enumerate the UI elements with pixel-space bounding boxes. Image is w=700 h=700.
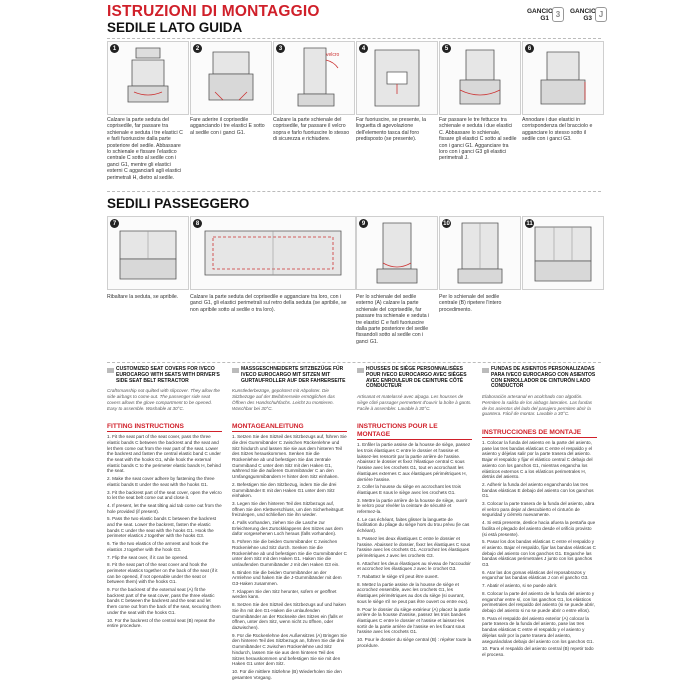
step-number: 4 [359, 44, 368, 53]
step-11-illustration [522, 216, 604, 290]
step-number: 7 [110, 219, 119, 228]
instruction-step: 3. Legen Sie den hinteren Teil des Sitzbezugs auf, öffnen Sie den Klettverschluss, um den Sicherheitsgurt freizulegen, und schließen Sie ihn wieder. [232, 500, 344, 518]
page-title: ISTRUZIONI DI MONTAGGIO [107, 3, 320, 20]
hook-legend [527, 7, 607, 22]
step-7-illustration [107, 216, 189, 290]
step-number: 9 [359, 219, 368, 228]
instruction-step: 4. Falls vorhanden, ziehen Sie die Lasche zur Erleichterung des Zurückklappens des Sitzes aus dem dafür vorgesehenen Loch heraus (falls vorhanden). [232, 520, 343, 537]
instruction-step: 6. Atar las dos gomas elásticas del reposabrazos y enganchar las bandas elásticas J con el gancho G3. [482, 569, 589, 581]
instruction-step: 3. Colocar la parte trasera de la funda del asiento, abra el velcro para dejar al descubierto el cinturón de seguridad y ciérrelo nuevamente. [482, 501, 595, 518]
column-intro: Artisanat et matelassé avec alpaga. Les housses de siège côté passager permettent d'ouvrir la boîte à gants. Facile à assembler. Lavable à 30°C. [357, 394, 472, 411]
instruction-step: 5. Führen Sie die beiden Gummibänder C zwischen Rückenlehne und Sitz durch. Senken Sie die Rückenlehne ab und befestigen Sie die Gummibänder C unter dem Sitz mit den Haken G1. Haken Sie die umlaufenden Gummibänder J mit den Haken G3 ein. [232, 539, 347, 567]
column-intro: Elaboración artesanal en acolchado con algodón. Permiten la salida de los airbags laterales. Las fundas de los asientos del lado del pasajero permiten abrir la guantera. Fácil de montar. Lavable a 30°C. [482, 394, 593, 417]
step-number: 6 [525, 44, 534, 53]
column-heading: FUNDAS DE ASIENTOS PERSONALIZADAS PARA IVECO EUROCARGO CON ASIENTOS CON ENROLLADOR DE CINTURÓN LADO CONDUCTOR [482, 367, 597, 390]
column-intro: Craftsmanship not quilted with slipcover. They allow the side airbags to come out. The passenger side seat covers allows the glove compartment to be opened. Easy to assemble. Washable at 30°C. [107, 388, 220, 411]
instruction-step: 3. Mettre la partie arrière de la housse de siège, ouvrir le velcro pour révéler la ceinture de sécurité et refermez-la. [357, 497, 468, 515]
step-8-caption: Calzare la parte seduta del coprisedile e agganciare tra loro, con i ganci G1, gli elastici perimetrali sul retro della seduta (se apribile, se non apribile sotto al sedile o tra loro). [190, 294, 347, 313]
step-8-illustration [190, 216, 356, 290]
step-3-caption: Calzare la parte schienale del coprisedile, far passare il velcro sopra e farlo fuoriuscire lo stesso di sicurezza e richiudere. [273, 117, 350, 143]
hook-g3-icon: J [595, 7, 607, 22]
instruction-step: 8. Fit the seat part of the seat cover and hook the perimeter elastics together on the back of the seat (if it can be opened, if not openable under the seat or between them) with the hooks G1. [107, 562, 218, 585]
column-german [232, 367, 347, 680]
step-10-caption: Per lo schienale del sedile centrale (B) ripetere l'intero procedimento. [439, 294, 502, 313]
flag-icon [232, 368, 239, 373]
instruction-step: 2. Coller la housse du siège en accrochant les trois élastiques E sous le siège avec les crochets G1. [357, 484, 461, 495]
hook-g3-label: GANCIO G3 [570, 7, 596, 22]
section-divider [107, 362, 601, 363]
step-3-illustration [273, 41, 355, 115]
hook-g1-icon: 3 [552, 7, 564, 22]
instruction-step: 8. Mettez la partie assise de la housse de siège et accrochez ensemble, avec les crochets G1, les élastiques périmétriques au dos du siège (si ouvrant, sous le siège s'il ne peut pas être ouvert ou entre eux). [357, 581, 469, 604]
instruction-step: 10. Für die mittlere Sitzlehne (B) Wiederholen Sie den gesamten Vorgang. [232, 668, 342, 680]
hook-g1-label: GANCIO G1 [527, 7, 553, 22]
step-6-caption: Annodare i due elastici in corrispondenza del bracciolo e agganciare lo stesso sotto il sedile con i ganci G3. [522, 117, 593, 143]
instructions-heading: INSTRUCCIONES DE MONTAJE [482, 429, 597, 438]
instruction-step: 1. Fit the seat part of the seat cover, pass the three elastic bands C between the backrest and the seat and let them come out from the rear part of the seat. Lower the backrest and fasten the central elastic band C under the seat with the hooks G1, while hook the external elastic bands C to the perimeter elastic bands H, behind the seat. [107, 434, 221, 474]
section-divider [107, 191, 601, 192]
instruction-step: 5. Pasar los dos bandas elásticas C entre el respaldo y el asiento. Bajar el respaldo, fijar las bandas elásticas C debajo del asiento con los ganchos G1. Enganche las bandas elásticas perimetrales J junto con los ganchos G3. [482, 539, 596, 568]
instruction-step: 10. Pour le dossier du siège central (B) : répéter toute la procédure. [357, 637, 472, 648]
velcro-label: velcro [326, 52, 340, 58]
instruction-step: 5. Passez les deux élastiques C entre le dossier et l'assise. Abaissez le dossier, fixez les élastiques C sous l'assise avec les crochets G1. Accrochez les élastiques périmétriques J avec les crochets G3. [357, 535, 471, 558]
column-english [107, 367, 222, 629]
flag-icon [107, 368, 114, 373]
instruction-step: 7. Klappen Sie den Sitz herunter, sofern er geöffnet werden kann. [232, 588, 337, 600]
instruction-step: 1. Colocar la funda del asiento en la parte del asiento, pase las tres bandas elásticas C entre el respaldo y el asiento y déjelas salir por la parte trasera del asiento. Bajar el respaldo y fijar el elástico central C debajo del asiento con los ganchos G1, mientras engancha los elásticos externos C a los elásticos perimetrales H, detrás del asiento. [482, 440, 593, 480]
instruction-step: 10. Para el respaldo del asiento central (B) repetir todo el proceso. [482, 646, 594, 657]
instruction-step: 3. Fit the backrest part of the seat cover, open the velcro to let the seat belt come out and close it. [107, 489, 222, 501]
instruction-step: 1. Setzen Sie den Sitzteil des Sitzbezugs auf, führen Sie die drei Gummibänder C zwischen Rückenlehne und Sitz hindurch und lassen Sie sie aus dem hinteren Teil des Sitzes herauskommen. Senken Sie die Rückenlehne ab und befestigen Sie das zentrale Gummiband C unter dem Sitz mit den Haken G1, während Sie die äußeren Gummibänder C an den Umfangsgummibändern H hinter dem Sitz einhaken. [232, 434, 347, 480]
column-heading: HOUSSES DE SIÈGE PERSONNALISÉES POUR IVECO EUROCARGO AVEC SIÈGES AVEC ENROULEUR DE CEINTURE CÔTÉ CONDUCTEUR [357, 367, 472, 390]
step-number: 8 [193, 219, 202, 228]
instruction-step: 7. Abatir el asiento, si se puede abrir. [482, 583, 558, 589]
step-2-illustration [190, 41, 272, 115]
hook-g3 [570, 7, 607, 22]
page-subtitle: SEDILE LATO GUIDA [107, 20, 243, 35]
step-number: 1 [110, 44, 119, 53]
passenger-section-title: SEDILI PASSEGGERO [107, 196, 250, 211]
column-heading: CUSTOMIZED SEAT COVERS FOR IVECO EUROCARGO WITH SEATS WITH DRIVER'S SIDE SEAT BELT RETRACTOR [107, 367, 222, 384]
flag-icon [482, 368, 489, 373]
hook-g1 [527, 7, 564, 22]
instruction-step: 6. Binden Sie die beiden Gummibänder an der Armlehne und haken Sie die J-Gummibänder mit dem G3-Haken zusammen. [232, 569, 342, 587]
step-5-caption: Far passare le tre fettucce tra schienale e seduta i due elastici C. Abbassare lo schienale, fissare gli elastici C sotto al sedile con i ganci G1. Agganciare tra loro con i ganci G3 gli elastici perimetrali J. [439, 117, 517, 162]
instruction-step: 4. If present, let the seat tilting aid tab come out from the hole provided (if present). [107, 502, 222, 514]
instruction-step: 1. Enfiler la partie assise de la housse de siège, passez les trois élastiques C entre le dossier et l'assise et laissez-les ressortir par la partie arrière de l'assise. Abaissez le dossier et fixez l'élastique central C sous l'assise avec les crochets G1, tout en accrochant les élastiques externes C aux élastiques périmétriques H, derrière l'assise. [357, 442, 471, 482]
instruction-step: 9. Para el respaldo del asiento exterior (A) colocar la parte trasera de la funda del asiento, pase las tres bandas elásticas C entre el respaldo y el asiento y déjelas salir por la parte trasera del asiento, asegurándolas debajo del asiento con los ganchos G1. [482, 615, 594, 644]
instruction-step: 5. Pass the two elastic bands C between the backrest and the seat. Lower the backrest, fasten the elastic bands C under the seat with the hooks G1. Hook the perimeter elastics J together with the hooks G3. [107, 516, 217, 539]
instruction-step: 7. Flip the seat over, if it can be opened. [107, 554, 189, 560]
instruction-step: 9. Pour le dossier du siège extérieur (A) placez la partie arrière de la housse d'assise, passez les trois bandes élastiques C entre le dossier et l'assise et laissez-les sortir de la partie arrière de l'assise en les fixant sous l'assise avec les crochets G1. [357, 606, 471, 635]
step-number: 3 [276, 44, 285, 53]
instruction-step: 9. For the backrest of the external seat (A) fit the backrest part of the seat cover, pass the three elastic bands C between the backrest and the seat and let them come out from the back of the seat, securing them under the seat with the hooks G1. [107, 587, 221, 615]
instruction-step: 2. Befestigen Sie den Sitzbezug, indem Sie die drei Gummibänder E mit den Haken G1 unter dem Sitz einhaken. [232, 481, 337, 499]
instructions-heading: INSTRUCTIONS POUR LE MONTAGE [357, 423, 472, 440]
step-number: 10 [443, 220, 450, 227]
step-number: 11 [526, 220, 533, 227]
step-7-caption: Ribaltare la seduta, se apribile. [107, 294, 179, 300]
column-heading: MASSGESCHNEIDERTE SITZBEZÜGE FÜR IVECO EUROCARGO MIT SITZEN MIT GURTAUFROLLER AUF DER FAHRERSEITE [232, 367, 347, 384]
column-french [357, 367, 472, 649]
instruction-step: 8. Colocar la parte del asiento de la funda del asiento y enganchar entre sí, con los ganchos G1, los elásticos perimetrales del respaldo del asiento (si se puede abrir, debajo del asiento si no se puede abrir o entre ellos). [482, 590, 595, 613]
instruction-step: 9. Für die Rückenlehne des Außensitzes (A) Bringen Sie den hinteren Teil des Sitzbezugs an, führen Sie die drei Gummibänder C zwischen Rückenlehne und Sitz hindurch, lassen Sie sie aus dem hinteren Teil des Sitzes herauskommen und befestigen Sie sie mit den Haken G1 unter dem Sitz. [232, 632, 347, 667]
step-number: 5 [442, 44, 451, 53]
instruction-step: 8. Setzen Sie den Sitzteil des Sitzbezugs auf und haken Sie ihn mit den G1-Haken die umlaufenden Gummibänder an der Rückseite des Sitzes ein (falls er öffnen, unter dem Sitz, wenn nicht zu öffnen, oder dazwischen). [232, 602, 346, 630]
step-number: 2 [193, 44, 202, 53]
column-spanish [482, 367, 597, 658]
instruction-step: 4. Le cas échéant, faites glisser la languette de facilitation du pliage du siège hors du trou prévu (le cas échéant). [357, 516, 470, 534]
instruction-step: 2. Adherir la funda del asiento enganchando las tres bandas elásticas E debajo del asiento con los ganchos G1. [482, 481, 594, 499]
step-9-caption: Per lo schienale del sedile esterno (A) calzare la parte schienale del coprisedile, far passare tra schienale e seduta i tre elastici C e farli fuoriuscire dalla parte posteriore del sedile fissandoli sotto al sedile con i ganci G1. [356, 294, 430, 345]
instruction-step: 6. Tie the two elastics of the armrest and hook the elastics J together with the hook G3. [107, 541, 209, 552]
step-1-illustration [107, 41, 189, 115]
step-2-caption: Fare aderire il coprisedile agganciando i tre elastici E sotto al sedile con i ganci G1. [190, 117, 265, 136]
instruction-step: 7. Rabattez le siège s'il peut être ouvert. [357, 574, 439, 580]
instructions-heading: FITTING INSTRUCTIONS [107, 423, 222, 432]
step-9-illustration [356, 216, 438, 290]
instructions-heading: MONTAGEANLEITUNG [232, 423, 347, 432]
instruction-step: 10. For the backrest of the central seat (B) repeat the entire procedure. [107, 617, 216, 629]
step-4-caption: Far fuoriuscire, se presente, la linguetta di agevolazione dell'elemento tasca dal foro predisposto (se presente). [356, 117, 427, 143]
step-1-caption: Calzare la parte seduta del coprisedile, far passare tra schienale e seduta i tre elastici C e farli fuoriuscire dalla parte posteriore del sedile. Abbassare lo schienale e fissare l'elastico centrale C sotto al sedile con i ganci G1, mentre gli elastici esterni C agganciarli agli elastici perimetrali H, dietro al sedile. [107, 117, 183, 181]
instruction-step: 6. Attachez les deux élastiques au niveau de l'accoudoir et accrochez les élastiques J avec le crochet G3. [357, 560, 471, 572]
column-intro: Kunstlederbezüge, gepolstert mit Abpolster. Die Sitzbezüge auf der Beifahrerseite ermöglichen das Öffnen des Handschuhfachs. Leicht zu montieren. Waschbar bei 30°C. [232, 388, 335, 411]
instruction-step: 4. Si está presente, deslice hacia afuera la pestaña que facilita el plegado del asiento desde el orificio provisto (si está presente). [482, 520, 596, 537]
step-6-illustration [522, 41, 604, 115]
section-divider [107, 38, 601, 39]
flag-icon [357, 368, 364, 373]
step-4-illustration [356, 41, 438, 115]
instruction-step: 2. Make the seat cover adhere by fastening the three elastic bands E under the seat with the hooks G1. [107, 476, 215, 487]
step-10-illustration [439, 216, 521, 290]
step-5-illustration [439, 41, 521, 115]
